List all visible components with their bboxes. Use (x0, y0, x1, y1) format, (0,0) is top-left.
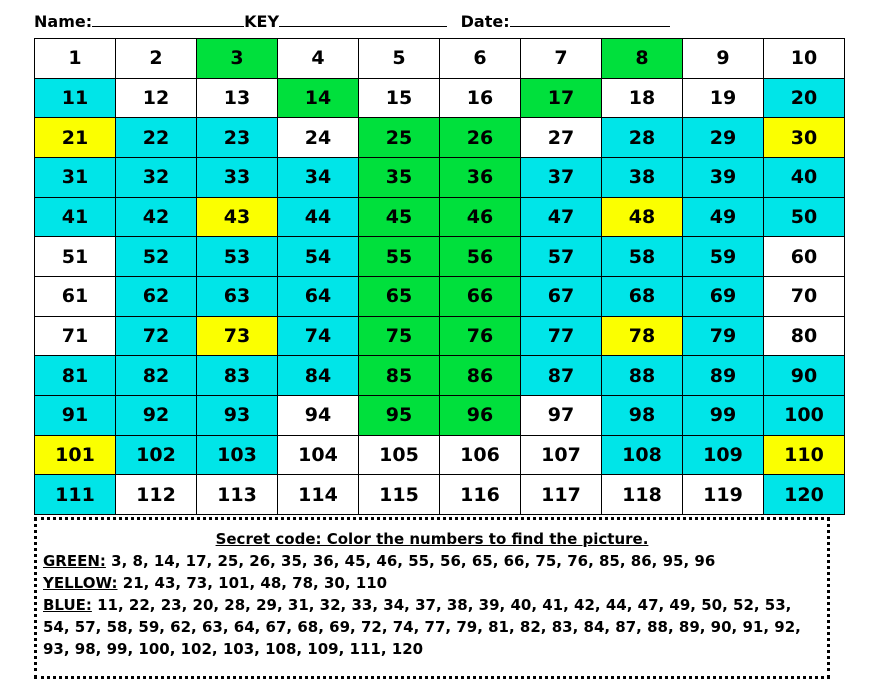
grid-row (35, 157, 845, 197)
grid-cell-79: 79 (683, 316, 764, 356)
grid-row (35, 276, 845, 316)
grid-cell-6: 6 (440, 39, 521, 79)
grid-cell-15: 15 (359, 78, 440, 118)
grid-cell-47: 47 (521, 197, 602, 237)
grid-cell-5: 5 (359, 39, 440, 79)
blue-label: BLUE: (43, 596, 92, 614)
grid-cell-18: 18 (602, 78, 683, 118)
grid-cell-82: 82 (116, 356, 197, 396)
grid-cell-29: 29 (683, 118, 764, 158)
grid-cell-28: 28 (602, 118, 683, 158)
grid-cell-105: 105 (359, 435, 440, 475)
date-line (510, 12, 670, 27)
grid-cell-73: 73 (197, 316, 278, 356)
grid-cell-98: 98 (602, 395, 683, 435)
grid-cell-69: 69 (683, 276, 764, 316)
grid-cell-34: 34 (278, 157, 359, 197)
grid-cell-9: 9 (683, 39, 764, 79)
legend-title: Secret code: Color the numbers to find the picture. (215, 530, 649, 548)
key-line (279, 12, 447, 27)
grid-cell-56: 56 (440, 237, 521, 277)
grid-cell-99: 99 (683, 395, 764, 435)
grid-cell-4: 4 (278, 39, 359, 79)
grid-cell-46: 46 (440, 197, 521, 237)
grid-cell-21: 21 (35, 118, 116, 158)
key-label: KEY (244, 12, 280, 31)
grid-cell-112: 112 (116, 475, 197, 515)
grid-cell-31: 31 (35, 157, 116, 197)
grid-cell-35: 35 (359, 157, 440, 197)
grid-cell-38: 38 (602, 157, 683, 197)
grid-cell-74: 74 (278, 316, 359, 356)
grid-cell-51: 51 (35, 237, 116, 277)
grid-cell-85: 85 (359, 356, 440, 396)
green-list: 3, 8, 14, 17, 25, 26, 35, 36, 45, 46, 55, 56, 65, 66, 75, 76, 85, 86, 95, 96 (111, 552, 716, 570)
grid-cell-86: 86 (440, 356, 521, 396)
grid-cell-19: 19 (683, 78, 764, 118)
grid-cell-25: 25 (359, 118, 440, 158)
grid-cell-67: 67 (521, 276, 602, 316)
grid-cell-36: 36 (440, 157, 521, 197)
grid-cell-108: 108 (602, 435, 683, 475)
grid-cell-84: 84 (278, 356, 359, 396)
grid-cell-83: 83 (197, 356, 278, 396)
grid-cell-76: 76 (440, 316, 521, 356)
grid-row (35, 356, 845, 396)
grid-cell-24: 24 (278, 118, 359, 158)
grid-cell-92: 92 (116, 395, 197, 435)
grid-cell-101: 101 (35, 435, 116, 475)
grid-cell-33: 33 (197, 157, 278, 197)
grid-cell-32: 32 (116, 157, 197, 197)
grid-cell-16: 16 (440, 78, 521, 118)
grid-cell-89: 89 (683, 356, 764, 396)
grid-cell-7: 7 (521, 39, 602, 79)
grid-row (35, 78, 845, 118)
grid-cell-39: 39 (683, 157, 764, 197)
legend-blue (43, 594, 821, 660)
grid-cell-96: 96 (440, 395, 521, 435)
date-label: Date: (460, 12, 510, 31)
grid-cell-66: 66 (440, 276, 521, 316)
grid-cell-87: 87 (521, 356, 602, 396)
grid-row (35, 316, 845, 356)
grid-cell-68: 68 (602, 276, 683, 316)
grid-cell-60: 60 (764, 237, 845, 277)
grid-cell-58: 58 (602, 237, 683, 277)
grid-row (35, 475, 845, 515)
grid-cell-119: 119 (683, 475, 764, 515)
grid-cell-77: 77 (521, 316, 602, 356)
grid-cell-107: 107 (521, 435, 602, 475)
grid-cell-94: 94 (278, 395, 359, 435)
grid-cell-72: 72 (116, 316, 197, 356)
grid-cell-100: 100 (764, 395, 845, 435)
secret-code-legend (34, 517, 830, 679)
yellow-list: 21, 43, 73, 101, 48, 78, 30, 110 (122, 574, 388, 592)
blue-list: 11, 22, 23, 20, 28, 29, 31, 32, 33, 34, 37, 38, 39, 40, 41, 42, 44, 47, 49, 50, 52, 53, 54, 57, 58, 59, 62, 63, 64, 67, 68, 69, 72, 74, 77, 79, 81, 82, 83, 84, 87, 88, 89, 90, 91, 92, 93, 98, 99, 100, 102, 103, 108, 109, 111, 120 (43, 596, 801, 658)
grid-cell-115: 115 (359, 475, 440, 515)
grid-cell-104: 104 (278, 435, 359, 475)
grid-cell-62: 62 (116, 276, 197, 316)
grid-cell-64: 64 (278, 276, 359, 316)
grid-cell-11: 11 (35, 78, 116, 118)
green-label: GREEN: (43, 552, 106, 570)
legend-yellow (43, 572, 821, 594)
grid-cell-80: 80 (764, 316, 845, 356)
grid-cell-117: 117 (521, 475, 602, 515)
grid-cell-42: 42 (116, 197, 197, 237)
grid-cell-43: 43 (197, 197, 278, 237)
grid-cell-70: 70 (764, 276, 845, 316)
grid-cell-120: 120 (764, 475, 845, 515)
grid-cell-78: 78 (602, 316, 683, 356)
worksheet-header (34, 12, 834, 36)
grid-row (35, 435, 845, 475)
grid-cell-81: 81 (35, 356, 116, 396)
grid-cell-93: 93 (197, 395, 278, 435)
grid-row (35, 39, 845, 79)
grid-cell-1: 1 (35, 39, 116, 79)
grid-cell-88: 88 (602, 356, 683, 396)
grid-cell-44: 44 (278, 197, 359, 237)
grid-cell-48: 48 (602, 197, 683, 237)
grid-cell-12: 12 (116, 78, 197, 118)
grid-cell-97: 97 (521, 395, 602, 435)
grid-cell-37: 37 (521, 157, 602, 197)
grid-cell-106: 106 (440, 435, 521, 475)
grid-cell-10: 10 (764, 39, 845, 79)
hundreds-chart (34, 38, 845, 515)
grid-cell-30: 30 (764, 118, 845, 158)
grid-cell-23: 23 (197, 118, 278, 158)
grid-cell-75: 75 (359, 316, 440, 356)
grid-cell-2: 2 (116, 39, 197, 79)
grid-cell-54: 54 (278, 237, 359, 277)
grid-cell-65: 65 (359, 276, 440, 316)
grid-cell-14: 14 (278, 78, 359, 118)
grid-cell-71: 71 (35, 316, 116, 356)
name-label: Name: (34, 12, 93, 31)
grid-cell-102: 102 (116, 435, 197, 475)
grid-cell-45: 45 (359, 197, 440, 237)
name-line (92, 12, 244, 27)
grid-cell-91: 91 (35, 395, 116, 435)
grid-cell-41: 41 (35, 197, 116, 237)
grid-cell-95: 95 (359, 395, 440, 435)
grid-row (35, 237, 845, 277)
grid-cell-114: 114 (278, 475, 359, 515)
grid-cell-26: 26 (440, 118, 521, 158)
grid-cell-13: 13 (197, 78, 278, 118)
grid-cell-57: 57 (521, 237, 602, 277)
grid-cell-8: 8 (602, 39, 683, 79)
grid-cell-59: 59 (683, 237, 764, 277)
grid-cell-55: 55 (359, 237, 440, 277)
grid-cell-49: 49 (683, 197, 764, 237)
grid-cell-50: 50 (764, 197, 845, 237)
grid-cell-111: 111 (35, 475, 116, 515)
grid-cell-113: 113 (197, 475, 278, 515)
grid-cell-109: 109 (683, 435, 764, 475)
grid-cell-3: 3 (197, 39, 278, 79)
grid-row (35, 395, 845, 435)
grid-cell-116: 116 (440, 475, 521, 515)
grid-cell-52: 52 (116, 237, 197, 277)
grid-cell-90: 90 (764, 356, 845, 396)
legend-green (43, 550, 821, 572)
grid-cell-27: 27 (521, 118, 602, 158)
grid-cell-20: 20 (764, 78, 845, 118)
grid-cell-40: 40 (764, 157, 845, 197)
grid-cell-103: 103 (197, 435, 278, 475)
grid-cell-17: 17 (521, 78, 602, 118)
grid-cell-53: 53 (197, 237, 278, 277)
yellow-label: YELLOW: (43, 574, 118, 592)
grid-cell-118: 118 (602, 475, 683, 515)
grid-row (35, 118, 845, 158)
grid-cell-22: 22 (116, 118, 197, 158)
grid-cell-110: 110 (764, 435, 845, 475)
grid-cell-63: 63 (197, 276, 278, 316)
grid-row (35, 197, 845, 237)
grid-cell-61: 61 (35, 276, 116, 316)
